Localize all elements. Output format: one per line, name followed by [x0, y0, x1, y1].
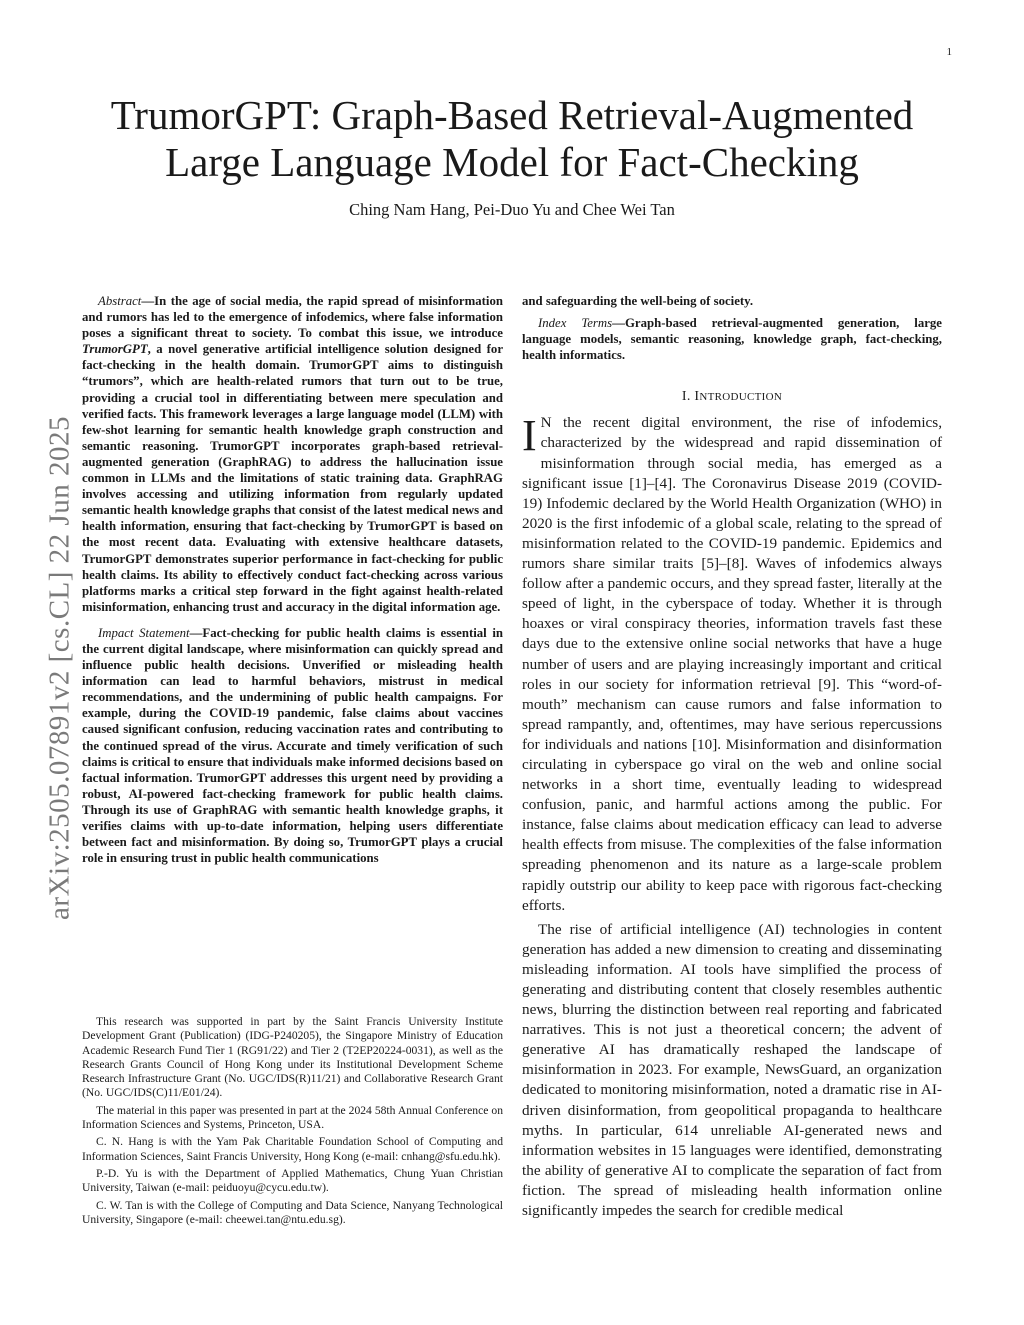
- footnote-author-tan: C. W. Tan is with the College of Computing and Data Science, Nanyang Technological University, Singapore (e-mail: cheewei.tan@ntu.edu.sg).: [82, 1198, 503, 1226]
- section-heading-introduction: [522, 389, 942, 405]
- index-terms-text: —Graph-based retrieval-augmented generation, large language models, semantic reasoning, knowledge graph, fact-checking, health informatics.: [522, 316, 942, 363]
- author-list: Ching Nam Hang, Pei-Duo Yu and Chee Wei Tan: [349, 200, 675, 219]
- introduction-paragraph-2: The rise of artificial intelligence (AI) technologies in content generation has added a new dimension to creating and disseminating misleading information. AI tools have simplified the process of generating and distributing content that closely resembles authentic news, blurring the distinction between real reporting and fabricated narratives. This is not just a theoretical concern; the advent of generative AI has dramatically reshaped the landscape of misinformation in 2023. For example, NewsGuard, an organization dedicated to monitoring misinformation, noted a dramatic rise in AI-driven disinformation, from geopolitical propaganda to healthcare myths. In particular, 614 unreliable AI-generated news and information websites in 15 languages were identified, demonstrating the ability of generative AI to complicate the separation of fact from fiction. The spread of misleading health information online significantly impedes the search for credible medical: [522, 920, 942, 1220]
- introduction-paragraph-1: [522, 413, 942, 915]
- footnotes: [82, 1015, 503, 1230]
- footnote-author-yu: P.-D. Yu is with the Department of Applied Mathematics, Chung Yuan Christian University, Taiwan (e-mail: peiduoyu@cycu.edu.tw).: [82, 1166, 503, 1195]
- section-heading-title: NTRODUCTION: [699, 391, 783, 404]
- impact-statement: [82, 625, 503, 866]
- introduction-paragraph-1-text: N the recent digital environment, the rise of infodemics, characterized by the widespread and rapid dissemination of misinformation through social media, has emerged as a significant issue [1]–[4]. The Coronavirus Disease 2019 (COVID-19) Infodemic declared by the World Health Organization (WHO) in 2020 is the first infodemic of a global scale, relating to the spread of misinformation related to the COVID-19 pandemic. Epidemics and rumors share similar traits [5]–[8]. Waves of infodemics always follow after a pandemic occurs, and they spread faster, literally at the speed of light, in the cyberspace of today. Whether it is through hoaxes or viral conspiracy theories, information travels fast these days due to the extensive online social networks that have a huge number of users and are playing increasingly important and critical roles in our society for information retrieval [9]. This “word-of-mouth” mechanism can cause rumors and false information to spread rampantly, and, oftentimes, may have serious repercussions for individuals and nations [10]. Misinformation and disinformation circulating in cyberspace go viral on the web and online social networks in a short time, eventually leading to widespread confusion, panic, and harmful actions among the public. For instance, false claims about medication efficacy can lead to adverse health effects from misuse. The complexities of the false information spreading phenomenon and its nature as a large-scale problem rapidly outstrip our ability to keep pace with rigorous fact-checking efforts.: [522, 414, 942, 914]
- abstract-text-a: —In the age of social media, the rapid spread of misinformation and rumors has led to the emergence of infodemics, where false information poses a significant threat to society. To combat this issue, we introduce: [82, 294, 503, 341]
- footnote-conference: The material in this paper was presented in part at the 2024 58th Annual Conference on Information Sciences and Systems, Princeton, USA.: [82, 1103, 503, 1132]
- paper-title: [80, 92, 944, 186]
- impact-statement-text: —Fact-checking for public health claims is essential in the current digital landscape, where misinformation can quickly spread and influence public health decisions. Unverified or misleading health information can lead to harmful behaviors, mistrust in medical recommendations, and the undermining of public health campaigns. For example, during the COVID-19 pandemic, false claims about vaccines caused significant confusion, reducing vaccination rates and contributing to the continued spread of the virus. Accurate and timely verification of such claims is critical to ensure that individuals make informed decisions based on factual information. TrumorGPT addresses this urgent need by providing a robust, AI-powered fact-checking framework for public health claims. Through its use of GraphRAG with semantic health knowledge graphs, it verifies claims with up-to-date information, helping users differentiate between fact and misinformation. By doing so, TrumorGPT plays a crucial role in ensuring trust in public health communications: [82, 625, 504, 866]
- page-number: 1: [946, 46, 952, 58]
- footnote-funding: This research was supported in part by the Saint Francis University Institute Development Grant (Publication) (IDG-P240205), the Singapore Ministry of Education Academic Research Fund Tier 1 (RG91/22) and Tier 2 (T2EP20224-0031), as well as the Research Grants Council of Hong Kong under its Institutional Development Scheme Research Infrastructure Grant (No. UGC/IDS(R)11/21) and Collaborative Research Grant (No. UGC/IDS(C)11/E01/24).: [82, 1015, 503, 1100]
- section-heading-numeral: I. I: [681, 389, 700, 405]
- footnote-author-hang: C. N. Hang is with the Yam Pak Charitable Foundation School of Computing and Information Sciences, Saint Francis University, Hong Kong (e-mail: cnhang@sfu.edu.hk).: [82, 1135, 503, 1163]
- right-column: [522, 293, 942, 1221]
- drop-cap: I: [522, 411, 537, 461]
- arxiv-identifier: arXiv:2505.07891v2 [cs.CL] 22 Jun 2025: [43, 416, 76, 920]
- abstract: [82, 293, 503, 615]
- title-line-2: Large Language Model for Fact-Checking: [165, 139, 859, 185]
- impact-statement-continuation: and safeguarding the well-being of society.: [522, 294, 754, 308]
- abstract-label: Abstract: [98, 294, 142, 308]
- index-terms: [522, 315, 942, 363]
- left-column: [82, 293, 503, 866]
- abstract-text-b: , a novel generative artificial intelligence solution designed for fact-checking in the health domain. TrumorGPT aims to distinguish “trumors”, which are health-related rumors that turn out to be true, providing a crucial tool in differentiating between mere speculation and verified facts. This framework leverages a large language model (LLM) with few-shot learning for semantic health knowledge graph construction and semantic reasoning. TrumorGPT incorporates graph-based retrieval-augmented generation (GraphRAG) to address the hallucination issue common in LLMs and the limitations of static training data. GraphRAG involves accessing and utilizing information from regularly updated semantic health knowledge graphs that consist of the latest medical news and health information, ensuring that fact-checking by TrumorGPT is based on the most recent data. Evaluating with extensive healthcare datasets, TrumorGPT demonstrates superior performance in fact-checking for public health claims. Its ability to effectively conduct fact-checking across various platforms marks a critical step forward in the fight against health-related misinformation, enhancing trust and accuracy in the digital information age.: [82, 342, 503, 614]
- abstract-system-name: TrumorGPT: [82, 342, 148, 357]
- title-line-1: TrumorGPT: Graph-Based Retrieval-Augmented: [110, 92, 914, 138]
- index-terms-label: Index Terms: [538, 316, 613, 331]
- impact-statement-label: Impact Statement: [98, 625, 190, 640]
